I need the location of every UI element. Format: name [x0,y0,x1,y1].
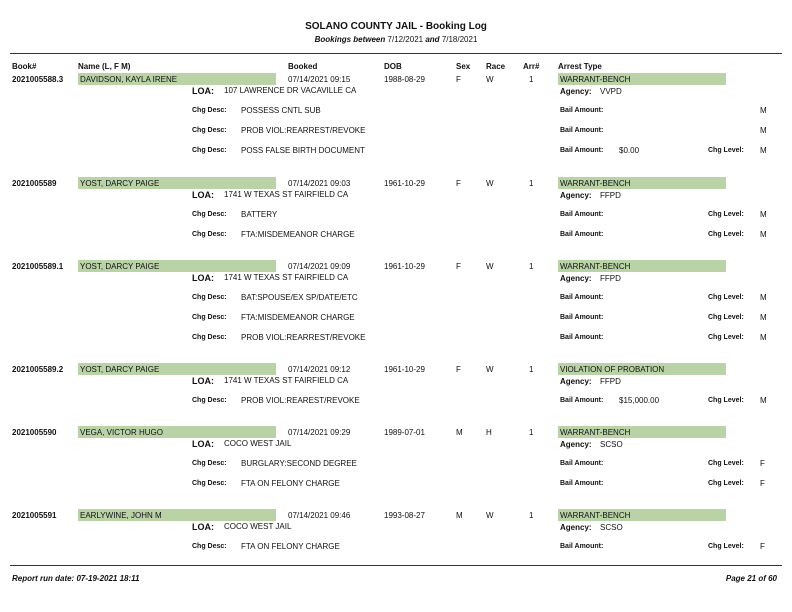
agency-value: SCSO [600,440,623,449]
chg-desc-value: FTA:MISDEMEANOR CHARGE [241,230,355,239]
race-value: W [486,365,494,374]
arrest-type: WARRANT-BENCH [560,75,631,84]
bail-amount-label: Bail Amount: [560,107,604,114]
chg-level-value: M [760,396,767,405]
booked-datetime: 07/14/2021 09:09 [288,262,351,271]
inmate-name: YOST, DARCY PAIGE [80,179,160,188]
chg-desc-label: Chg Desc: [192,127,227,134]
loa-value: 1741 W TEXAS ST FAIRFIELD CA [224,190,349,199]
sex-value: M [456,428,463,437]
sex-value: F [456,75,461,84]
agency-label: Agency: [560,191,592,200]
bail-amount-label: Bail Amount: [560,314,604,321]
agency-value: FFPD [600,377,621,386]
sex-value: F [456,365,461,374]
chg-desc-label: Chg Desc: [192,334,227,341]
chg-level-label: Chg Level: [708,211,744,218]
col-header-race: Race [486,62,506,71]
inmate-name: YOST, DARCY PAIGE [80,262,160,271]
sex-value: M [456,511,463,520]
col-header-name: Name (L, F M) [78,62,131,71]
arrest-count: 1 [529,365,534,374]
inmate-name: VEGA, VICTOR HUGO [80,428,163,437]
arrest-type: WARRANT-BENCH [560,179,631,188]
chg-desc-label: Chg Desc: [192,314,227,321]
chg-level-value: M [760,333,767,342]
date-of-birth: 1961-10-29 [384,179,425,188]
booked-datetime: 07/14/2021 09:15 [288,75,351,84]
chg-level-label: Chg Level: [708,231,744,238]
agency-label: Agency: [560,87,592,96]
booked-datetime: 07/14/2021 09:29 [288,428,351,437]
loa-value: COCO WEST JAIL [224,439,292,448]
chg-desc-label: Chg Desc: [192,480,227,487]
chg-level-value: M [760,126,767,135]
bail-amount-label: Bail Amount: [560,543,604,550]
chg-desc-value: PROB VIOL:REARREST/REVOKE [241,333,366,342]
race-value: W [486,262,494,271]
subtitle-and: and [425,35,440,44]
chg-desc-label: Chg Desc: [192,211,227,218]
chg-level-value: M [760,293,767,302]
race-value: W [486,75,494,84]
agency-label: Agency: [560,274,592,283]
chg-level-value: M [760,313,767,322]
col-header-dob: DOB [384,62,402,71]
bail-amount-label: Bail Amount: [560,294,604,301]
chg-level-value: F [760,479,765,488]
loa-value: 1741 W TEXAS ST FAIRFIELD CA [224,273,349,282]
arrest-count: 1 [529,428,534,437]
arrest-type: WARRANT-BENCH [560,262,631,271]
date-from: 7/12/2021 [387,35,424,44]
arrest-count: 1 [529,262,534,271]
book-number: 2021005589 [12,179,57,188]
chg-level-label: Chg Level: [708,460,744,467]
report-run-date: Report run date: 07-19-2021 18:11 [12,574,140,583]
bail-amount-label: Bail Amount: [560,460,604,467]
col-header-book: Book# [12,62,37,71]
chg-level-label: Chg Level: [708,314,744,321]
chg-desc-value: BURGLARY:SECOND DEGREE [241,459,357,468]
bail-amount-label: Bail Amount: [560,127,604,134]
chg-desc-value: BATTERY [241,210,278,219]
chg-desc-label: Chg Desc: [192,543,227,550]
bail-amount-label: Bail Amount: [560,231,604,238]
agency-label: Agency: [560,440,592,449]
book-number: 2021005589.1 [12,262,64,271]
book-number: 2021005588.3 [12,75,64,84]
chg-desc-label: Chg Desc: [192,231,227,238]
race-value: W [486,179,494,188]
chg-desc-value: PROB VIOL:REARREST/REVOKE [241,126,366,135]
chg-desc-value: FTA ON FELONY CHARGE [241,479,340,488]
agency-label: Agency: [560,377,592,386]
loa-label: LOA: [192,86,214,96]
loa-value: COCO WEST JAIL [224,522,292,531]
loa-label: LOA: [192,190,214,200]
book-number: 2021005590 [12,428,57,437]
chg-desc-value: FTA:MISDEMEANOR CHARGE [241,313,355,322]
chg-desc-label: Chg Desc: [192,107,227,114]
race-value: W [486,511,494,520]
loa-label: LOA: [192,439,214,449]
bail-amount-label: Bail Amount: [560,334,604,341]
sex-value: F [456,262,461,271]
chg-level-value: M [760,106,767,115]
agency-value: SCSO [600,523,623,532]
inmate-name: EARLYWINE, JOHN M [80,511,162,520]
chg-level-label: Chg Level: [708,397,744,404]
col-header-arr: Arr# [523,62,540,71]
footer-divider [10,565,782,566]
chg-desc-label: Chg Desc: [192,294,227,301]
report-title: SOLANO COUNTY JAIL - Booking Log [305,21,487,32]
booked-datetime: 07/14/2021 09:03 [288,179,351,188]
agency-value: VVPD [600,87,622,96]
arrest-type: WARRANT-BENCH [560,511,631,520]
chg-desc-label: Chg Desc: [192,460,227,467]
page-number: Page 21 of 60 [725,574,777,583]
sex-value: F [456,179,461,188]
chg-desc-value: POSS FALSE BIRTH DOCUMENT [241,146,365,155]
bail-amount-value: $15,000.00 [619,396,660,405]
chg-desc-value: POSSESS CNTL SUB [241,106,321,115]
date-of-birth: 1961-10-29 [384,262,425,271]
bail-amount-label: Bail Amount: [560,480,604,487]
agency-value: FFPD [600,274,621,283]
loa-label: LOA: [192,522,214,532]
race-value: H [486,428,492,437]
chg-level-value: M [760,146,767,155]
chg-level-label: Chg Level: [708,543,744,550]
date-of-birth: 1993-08-27 [384,511,425,520]
chg-desc-value: FTA ON FELONY CHARGE [241,542,340,551]
book-number: 2021005589.2 [12,365,64,374]
chg-level-value: F [760,459,765,468]
chg-level-value: M [760,210,767,219]
bail-amount-label: Bail Amount: [560,397,604,404]
booked-datetime: 07/14/2021 09:12 [288,365,351,374]
date-of-birth: 1989-07-01 [384,428,425,437]
inmate-name: YOST, DARCY PAIGE [80,365,160,374]
loa-value: 1741 W TEXAS ST FAIRFIELD CA [224,376,349,385]
subtitle-prefix: Bookings between [314,35,386,44]
chg-level-value: M [760,230,767,239]
chg-level-label: Chg Level: [708,334,744,341]
report-subtitle [0,35,792,44]
date-to: 7/18/2021 [441,35,478,44]
booked-datetime: 07/14/2021 09:46 [288,511,351,520]
agency-value: FFPD [600,191,621,200]
header-divider [10,53,782,54]
date-of-birth: 1961-10-29 [384,365,425,374]
arrest-count: 1 [529,179,534,188]
col-header-arrest-type: Arrest Type [558,62,602,71]
chg-desc-value: PROB VIOL:REAREST/REVOKE [241,396,360,405]
date-of-birth: 1988-08-29 [384,75,425,84]
bail-amount-label: Bail Amount: [560,147,604,154]
arrest-count: 1 [529,75,534,84]
inmate-name: DAVIDSON, KAYLA IRENE [80,75,178,84]
chg-desc-value: BAT:SPOUSE/EX SP/DATE/ETC [241,293,358,302]
col-header-booked: Booked [288,62,318,71]
loa-value: 107 LAWRENCE DR VACAVILLE CA [224,86,357,95]
arrest-type: WARRANT-BENCH [560,428,631,437]
arrest-count: 1 [529,511,534,520]
chg-level-label: Chg Level: [708,480,744,487]
chg-desc-label: Chg Desc: [192,147,227,154]
book-number: 2021005591 [12,511,57,520]
arrest-type: VIOLATION OF PROBATION [560,365,665,374]
bail-amount-label: Bail Amount: [560,211,604,218]
loa-label: LOA: [192,376,214,386]
chg-desc-label: Chg Desc: [192,397,227,404]
bail-amount-value: $0.00 [619,146,640,155]
agency-label: Agency: [560,523,592,532]
chg-level-label: Chg Level: [708,294,744,301]
chg-level-value: F [760,542,765,551]
chg-level-label: Chg Level: [708,147,744,154]
loa-label: LOA: [192,273,214,283]
col-header-sex: Sex [456,62,471,71]
